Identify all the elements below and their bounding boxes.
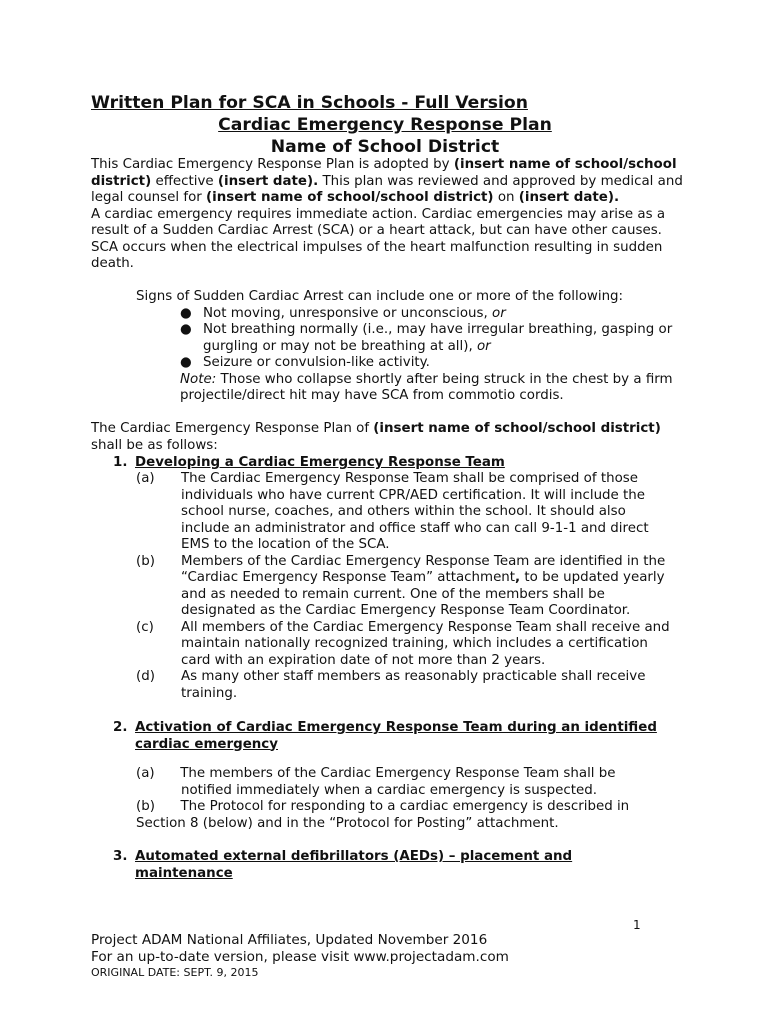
section-2-heading bbox=[113, 720, 693, 753]
insert-date-placeholder: (insert date). bbox=[217, 173, 319, 189]
insert-school-placeholder-2: (insert name of school/school district) bbox=[206, 190, 494, 205]
item-text: As many other staff members as reasonably practicable shall receive training. bbox=[181, 669, 646, 701]
footer-affiliates: Project ADAM National Affiliates, Updated November 2016 bbox=[91, 932, 488, 948]
signs-list bbox=[136, 306, 676, 372]
section-number: 3. bbox=[113, 849, 128, 864]
item-text: All members of the Cardiac Emergency Response Team shall receive and maintain nationally recognized training, which includes a certification card with an expiration date of not more than 2 years. bbox=[181, 619, 670, 668]
page-number: 1 bbox=[633, 918, 641, 932]
section-number: 2. bbox=[113, 720, 128, 735]
plan-intro-text-1: The Cardiac Emergency Response Plan of bbox=[91, 421, 374, 436]
district-name-heading: Name of School District bbox=[270, 137, 500, 157]
adoption-text-1: This Cardiac Emergency Response Plan is adopted by bbox=[91, 157, 454, 172]
section-1-item-b bbox=[136, 554, 676, 620]
adoption-text-3: This plan was reviewed and approved by medical and legal counsel for bbox=[91, 173, 683, 205]
plan-intro-text-2: shall be as follows: bbox=[91, 437, 218, 453]
section-2-item-b: (b) The Protocol for responding to a cardiac emergency is described in Section 8 (below) and in the “Protocol for Posting” attachment. bbox=[136, 799, 630, 831]
item-text: The Cardiac Emergency Response Team shall be comprised of those individuals who have current CPR/AED certification. It will include the school nurse, coaches, and others within the school. It should also include an administrator and office staff who can call 9-1-1 and direct EMS to the location of the SCA. bbox=[181, 471, 649, 552]
item-text: Members of the Cardiac Emergency Response Team are identified in the “Cardiac Emergency Response Team” attachment bbox=[181, 553, 666, 585]
section-1-items bbox=[136, 471, 676, 702]
section-title-cont: maintenance bbox=[135, 865, 233, 881]
bullet-icon: ● bbox=[180, 355, 192, 370]
bullet-icon: ● bbox=[180, 305, 192, 321]
section-3-heading bbox=[113, 849, 693, 882]
section-number: 1. bbox=[113, 455, 128, 470]
commotio-cordis-note bbox=[136, 372, 676, 405]
plan-subtitle: Cardiac Emergency Response Plan bbox=[218, 115, 552, 135]
section-2-item-a-cont: notified immediately when a cardiac emergency is suspected. bbox=[181, 782, 598, 798]
item-label: (b) bbox=[136, 553, 155, 569]
sign-text: Not breathing normally (i.e., may have irregular breathing, gasping or gurgling or may not be breathing at all), bbox=[203, 322, 673, 354]
sign-item bbox=[136, 322, 676, 355]
insert-school-placeholder: (insert name of school/school district) bbox=[91, 157, 677, 189]
adoption-paragraph bbox=[91, 157, 691, 207]
section-1-item-c bbox=[136, 620, 676, 670]
adoption-text-2: effective bbox=[151, 173, 218, 189]
item-label: (c) bbox=[136, 619, 154, 635]
sign-item bbox=[136, 306, 676, 323]
footer-original-date: ORIGINAL DATE: SEPT. 9, 2015 bbox=[91, 966, 259, 979]
footer-website: For an up-to-date version, please visit www.projectadam.com bbox=[91, 949, 509, 965]
signs-lead: Signs of Sudden Cardiac Arrest can include one or more of the following: bbox=[136, 289, 624, 304]
insert-school-placeholder-3: (insert name of school/school district) bbox=[373, 421, 661, 436]
intro-section bbox=[91, 157, 691, 273]
sign-item bbox=[136, 355, 676, 372]
section-title-cont: cardiac emergency bbox=[135, 736, 278, 752]
section-1-item-a bbox=[136, 471, 676, 554]
sign-emphasis: or bbox=[476, 338, 491, 354]
insert-date-placeholder-2: (insert date). bbox=[518, 190, 620, 205]
section-title: Automated external defibrillators (AEDs) – placement and bbox=[135, 849, 573, 864]
immediate-action-paragraph: A cardiac emergency requires immediate action. Cardiac emergencies may arise as a result of a Sudden Cardiac Arrest (SCA) or a heart attack, but can have other causes. SCA occurs when the electrical impulses of the heart malfunction resulting in sudden death. bbox=[91, 206, 666, 271]
sign-text: Not moving, unresponsive or unconscious, bbox=[203, 305, 492, 321]
section-2-item-a: (a) The members of the Cardiac Emergency Response Team shall be bbox=[136, 766, 616, 781]
adoption-text-4: on bbox=[493, 190, 519, 205]
item-comma: , bbox=[515, 570, 521, 585]
item-label: (a) bbox=[136, 471, 155, 486]
sign-emphasis: or bbox=[492, 305, 506, 321]
section-title: Developing a Cardiac Emergency Response Team bbox=[135, 455, 505, 470]
section-2-items bbox=[136, 766, 676, 832]
item-label: (d) bbox=[136, 669, 155, 684]
section-1-item-d bbox=[136, 669, 676, 702]
page-footer bbox=[91, 932, 651, 980]
note-label: Note: bbox=[180, 371, 217, 387]
section-title: Activation of Cardiac Emergency Response Team during an identified bbox=[135, 720, 657, 735]
sca-signs-section bbox=[136, 289, 676, 405]
item-text-cont: to be updated yearly and as needed to remain current. One of the members shall be designated as the Cardiac Emergency Response Team Coordinator. bbox=[181, 570, 665, 618]
sign-text: Seizure or convulsion-like activity. bbox=[203, 355, 430, 370]
section-1-heading bbox=[113, 455, 693, 472]
plan-intro bbox=[91, 421, 691, 454]
document-title: Written Plan for SCA in Schools - Full Version bbox=[91, 93, 528, 113]
note-text: Those who collapse shortly after being struck in the chest by a firm projectile/direct hit may have SCA from commotio cordis. bbox=[180, 371, 673, 403]
bullet-icon: ● bbox=[180, 322, 192, 337]
plan-intro-paragraph bbox=[91, 421, 691, 454]
